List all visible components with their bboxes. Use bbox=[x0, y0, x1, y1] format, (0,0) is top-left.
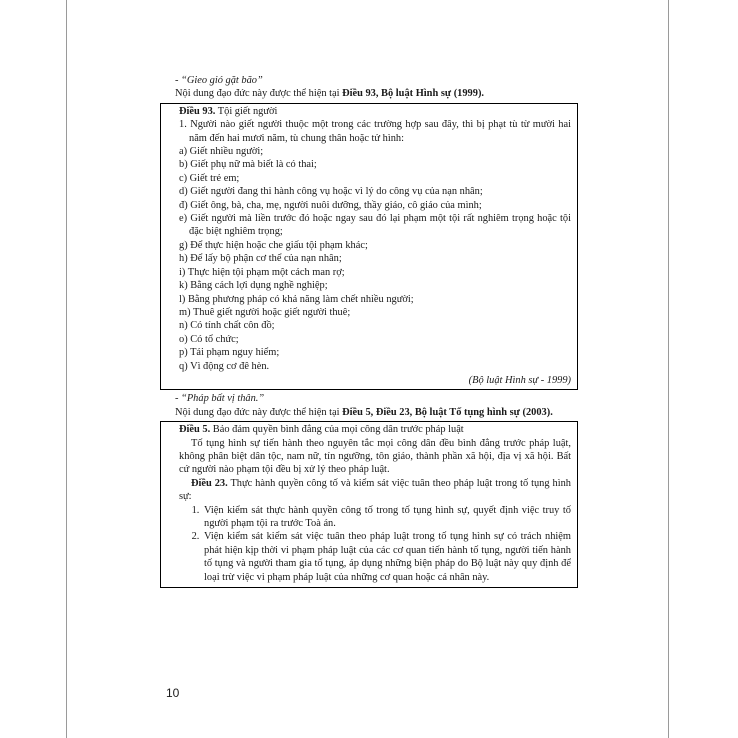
article-23-list bbox=[179, 504, 571, 584]
intro-text: Nội dung đạo đức này được thể hiện tại bbox=[175, 88, 343, 100]
list-item: h) Để lấy bộ phận cơ thể của nạn nhân; bbox=[179, 253, 342, 265]
list-item: n) Có tính chất côn đồ; bbox=[179, 320, 275, 332]
list-item: i) Thực hiện tội phạm một cách man rợ; bbox=[179, 266, 345, 278]
list-item: k) Bằng cách lợi dụng nghề nghiệp; bbox=[179, 280, 328, 292]
page-number: 10 bbox=[166, 686, 180, 700]
list-item: đ) Giết ông, bà, cha, mẹ, người nuôi dưỡng, thầy giáo, cô giáo của mình; bbox=[179, 199, 482, 211]
article-93-label: Điều 93. bbox=[179, 105, 216, 117]
list-item: o) Có tổ chức; bbox=[179, 333, 239, 345]
list-item: g) Để thực hiện hoặc che giấu tội phạm khác; bbox=[179, 239, 368, 251]
intro-reference: Điều 93, Bộ luật Hình sự (1999). bbox=[342, 88, 485, 100]
intro-article-5-23 bbox=[160, 406, 578, 419]
article-23-label: Điều 23. bbox=[191, 477, 228, 489]
list-item: c) Giết trẻ em; bbox=[179, 172, 240, 184]
article-5-label: Điều 5. bbox=[179, 424, 211, 436]
article-93-heading bbox=[179, 105, 571, 118]
list-item: d) Giết người đang thi hành công vụ hoặc vì lý do công vụ của nạn nhân; bbox=[179, 186, 483, 198]
list-item: p) Tái phạm nguy hiểm; bbox=[179, 347, 280, 359]
article-5-23-box bbox=[160, 421, 578, 588]
article-5-heading bbox=[179, 423, 571, 436]
list-item: q) Vì động cơ đê hèn. bbox=[179, 360, 270, 372]
article-93-box bbox=[160, 103, 578, 391]
article-5-body: Tố tụng hình sự tiến hành theo nguyên tắc mọi công dân đều bình đẳng trước pháp luật, không phân biệt dân tộc, nam nữ, tín ngưỡng, tôn giáo, thành phần xã hội, địa vị xã hội. Bất cứ người nào phạm tội đều bị xử lý theo pháp luật. bbox=[179, 437, 571, 476]
document-content bbox=[160, 74, 578, 588]
list-item: a) Giết nhiều người; bbox=[179, 146, 264, 158]
intro-article-93 bbox=[160, 87, 578, 100]
intro-reference: Điều 5, Điều 23, Bộ luật Tố tụng hình sự (2003). bbox=[342, 406, 553, 418]
article-5-title: Bảo đảm quyền bình đẳng của mọi công dân trước pháp luật bbox=[210, 424, 464, 436]
list-item: e) Giết người mà liền trước đó hoặc ngay sau đó lại phạm một tội rất nghiêm trọng hoặc tội đặc biệt nghiêm trọng; bbox=[179, 213, 571, 238]
intro-text: Nội dung đạo đức này được thể hiện tại bbox=[175, 406, 343, 418]
article-93-clause-1: 1. Người nào giết người thuộc một trong các trường hợp sau đây, thì bị phạt tù từ mười hai năm đến hai mươi năm, tù chung thân hoặc tử hình: bbox=[179, 119, 571, 144]
saying-phap-bat-vi-than: - “Pháp bất vị thân.” bbox=[175, 393, 265, 405]
list-item: 2. Viện kiểm sát kiểm sát việc tuân theo pháp luật trong tố tụng hình sự có trách nhiệm phát hiện kịp thời vi phạm pháp luật của các cơ quan tiến hành tố tụng, người tiến hành tố tụng và người tham gia tố tụng, áp dụng những biện pháp do Bộ luật này quy định để loại trừ việc vi phạm pháp luật của những cơ quan hoặc cá nhân này. bbox=[202, 530, 571, 584]
article-93-title: Tội giết người bbox=[215, 105, 278, 117]
list-item: m) Thuê giết người hoặc giết người thuê; bbox=[179, 306, 351, 318]
list-item: b) Giết phụ nữ mà biết là có thai; bbox=[179, 159, 317, 171]
article-23-heading bbox=[179, 477, 571, 504]
article-23-title: Thực hành quyền công tố và kiểm sát việc tuân theo pháp luật trong tố tụng hình sự: bbox=[179, 477, 571, 503]
list-item: 1. Viện kiểm sát thực hành quyền công tố trong tố tụng hình sự, quyết định việc truy tố người phạm tội ra trước Toà án. bbox=[202, 504, 571, 531]
article-93-source: (Bộ luật Hình sự - 1999) bbox=[468, 374, 571, 386]
saying-gieo-gio: - “Gieo gió gặt bão” bbox=[175, 75, 263, 86]
list-item: l) Bằng phương pháp có khả năng làm chết nhiều người; bbox=[179, 293, 414, 305]
